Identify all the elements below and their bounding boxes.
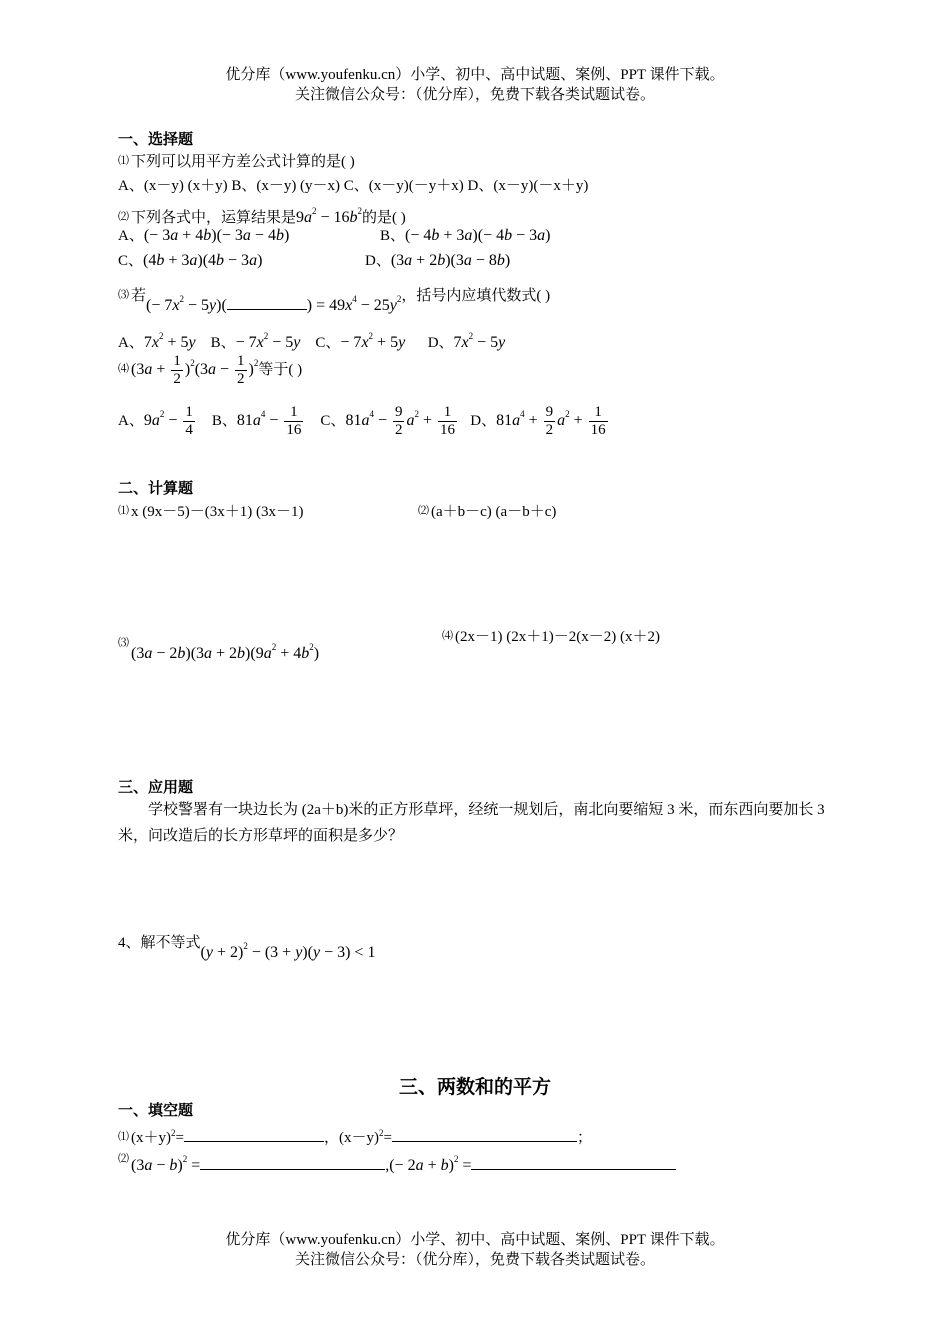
q2-option-a-expr: (− 3a + 4b)(− 3a − 4b) bbox=[143, 227, 290, 244]
q3-option-a-label: A、 bbox=[118, 335, 144, 351]
q2-option-d-expr: (3a + 2b)(3a − 8b) bbox=[390, 252, 511, 269]
calc-problem-1 bbox=[118, 500, 303, 523]
q3-option-d-label: D、 bbox=[427, 335, 454, 351]
q3-option-d-expr: $7x^2 - 5y$ bbox=[453, 331, 506, 351]
part-title: 三、两数和的平方 bbox=[398, 1076, 551, 1098]
fill-2-expression-1: $(3a - b)^2$ = bbox=[131, 1154, 201, 1174]
calc-problem-3 bbox=[118, 626, 320, 662]
q2-option-a-label: A、 bbox=[118, 228, 144, 244]
calc-3-expression: $(3a - 2b)(3a + 2b)(9a^2 + 4b^2)$ bbox=[131, 642, 320, 662]
q1-number: ⑴ bbox=[118, 155, 129, 167]
q4-option-d-label: D、 bbox=[470, 413, 497, 429]
q2-option-b-expr: (− 4b + 3a)(− 4b − 3a) bbox=[405, 227, 551, 244]
fill-1-blank-1[interactable] bbox=[184, 1127, 324, 1142]
calc-2-text: (a＋b－c) (a－b＋c) bbox=[431, 504, 557, 520]
fill-1-b: = bbox=[175, 1130, 184, 1146]
section-title-application: 三、应用题 bbox=[118, 778, 194, 796]
q4-option-a-label: A、 bbox=[118, 413, 144, 429]
inequality-expression: $(y + 2)^2 - (3 + y)(y - 3) < 1$ bbox=[200, 941, 376, 961]
footer-line-2: 关注微信公众号：（优分库），免费下载各类试题试卷。 bbox=[294, 1252, 655, 1268]
footer-line-1: 优分库（www.youfenku.cn）小学、初中、高中试题、案例、PPT 课件下载。 bbox=[225, 1232, 725, 1248]
q2-expression: $9a^2 - 16b^2$ bbox=[296, 206, 363, 226]
q2-option-a bbox=[118, 225, 289, 247]
fill-2-expression-2: ,(− 2a + b)$^2$ = bbox=[385, 1154, 472, 1174]
q3-option-c-label: C、 bbox=[315, 335, 341, 351]
q4-number: ⑷ bbox=[118, 363, 129, 375]
q1-stem bbox=[118, 150, 355, 173]
inequality-label: 4、解不等式 bbox=[118, 935, 201, 951]
calc-problem-4 bbox=[442, 625, 660, 648]
q4-option-d-expr: $81a^4$ + $\frac{9}{2}$ $a^2$ + $\frac{1}{16}$ bbox=[496, 403, 606, 438]
q4-text-b: 等于( ) bbox=[258, 362, 303, 378]
fill-problem-1: ⑴ $(x+y)^2=$ ，$(x-y)^2=$ ； bbox=[118, 1128, 592, 1146]
q3-expression: (− $7x^2 - 5y$)( ) = $49x^4 - 25y^2$ bbox=[146, 294, 402, 314]
fill-2-blank-2[interactable] bbox=[471, 1155, 676, 1170]
section-title-choice: 一、选择题 bbox=[118, 130, 194, 148]
header-line-2: 关注微信公众号：（优分库），免费下载各类试题试卷。 bbox=[294, 87, 655, 103]
q3-stem bbox=[118, 278, 551, 314]
fill-2-blank-1[interactable] bbox=[200, 1155, 385, 1170]
fill-1-sep: ，(x－y) bbox=[323, 1130, 379, 1146]
fill-1-number: ⑴ bbox=[118, 1131, 129, 1143]
q2-option-c-expr: (4b + 3a)(4b − 3a) bbox=[143, 252, 263, 269]
q2-option-b-label: B、 bbox=[380, 228, 406, 244]
fill-problem-2 bbox=[118, 1148, 676, 1177]
section-title-calc: 二、计算题 bbox=[118, 479, 194, 497]
q2-text-a: 下列各式中，运算结果是 bbox=[131, 210, 297, 226]
q3-option-a-expr: $7x^2 + 5y$ bbox=[143, 331, 196, 351]
q4-expression: (3a + $\frac{1}{2}$ )$^2$(3a − $\frac{1}{2}$ )$^2$ bbox=[131, 352, 259, 387]
section-title-fill: 一、填空题 bbox=[118, 1101, 194, 1119]
q3-option-b-label: B、 bbox=[210, 335, 236, 351]
fill-1-blank-2[interactable] bbox=[392, 1127, 577, 1142]
q2-option-d-label: D、 bbox=[365, 253, 391, 269]
q2-number: ⑵ bbox=[118, 211, 129, 223]
q3-options bbox=[118, 325, 505, 354]
q1-options: A、(x－y) (x＋y) B、(x－y) (y－x) C、(x－y)(－y＋x) D、(x－y)(－x＋y) bbox=[118, 178, 589, 194]
q1-text: 下列可以用平方差公式计算的是( ) bbox=[131, 154, 355, 170]
q4-option-c-expr: $81a^4$ − $\frac{9}{2}$ $a^2$ + $\frac{1}{16}$ bbox=[345, 403, 455, 438]
q4-options bbox=[118, 403, 610, 439]
q3-text-a: 若 bbox=[131, 288, 147, 304]
q2-option-b bbox=[380, 225, 550, 247]
inequality-problem bbox=[118, 925, 376, 961]
q3-text-b: ，括号内应填代数式( ) bbox=[401, 288, 551, 304]
q2-text-b: 的是( ) bbox=[362, 210, 406, 226]
q2-option-d bbox=[365, 250, 510, 272]
q4-stem bbox=[118, 352, 302, 388]
q4-option-c-label: C、 bbox=[320, 413, 346, 429]
q3-number: ⑶ bbox=[118, 289, 129, 301]
application-problem: 学校警署有一块边长为 (2a＋b)米的正方形草坪，经统一规划后，南北向要缩短 3 米，而东西向要加长 3 米，问改造后的长方形草坪的面积是多少？ bbox=[118, 802, 825, 844]
q3-option-c-expr: − $7x^2 + 5y$ bbox=[340, 331, 406, 351]
fill-1-c: = bbox=[383, 1130, 392, 1146]
calc-2-number: ⑵ bbox=[418, 505, 429, 517]
q2-option-c-label: C、 bbox=[118, 253, 144, 269]
calc-3-number: ⑶ bbox=[118, 637, 129, 649]
q3-option-b-expr: − $7x^2 - 5y$ bbox=[235, 331, 301, 351]
fill-1-a: (x＋y) bbox=[131, 1130, 171, 1146]
header-line-1: 优分库（www.youfenku.cn）小学、初中、高中试题、案例、PPT 课件下载。 bbox=[225, 67, 725, 83]
fill-2-number: ⑵ bbox=[118, 1153, 129, 1165]
q4-option-b-expr: $81a^4$ − $\frac{1}{16}$ bbox=[236, 403, 302, 438]
calc-1-text: x (9x－5)－(3x＋1) (3x－1) bbox=[131, 504, 304, 520]
fill-1-end: ； bbox=[576, 1130, 592, 1146]
calc-4-text: (2x－1) (2x＋1)－2(x－2) (x＋2) bbox=[455, 629, 660, 645]
q2-option-c bbox=[118, 250, 262, 272]
q4-option-a-expr: $9a^2$ − $\frac{1}{4}$ bbox=[143, 403, 193, 438]
q4-option-b-label: B、 bbox=[211, 413, 237, 429]
calc-1-number: ⑴ bbox=[118, 505, 129, 517]
calc-4-number: ⑷ bbox=[442, 630, 453, 642]
calc-problem-2 bbox=[418, 500, 556, 523]
